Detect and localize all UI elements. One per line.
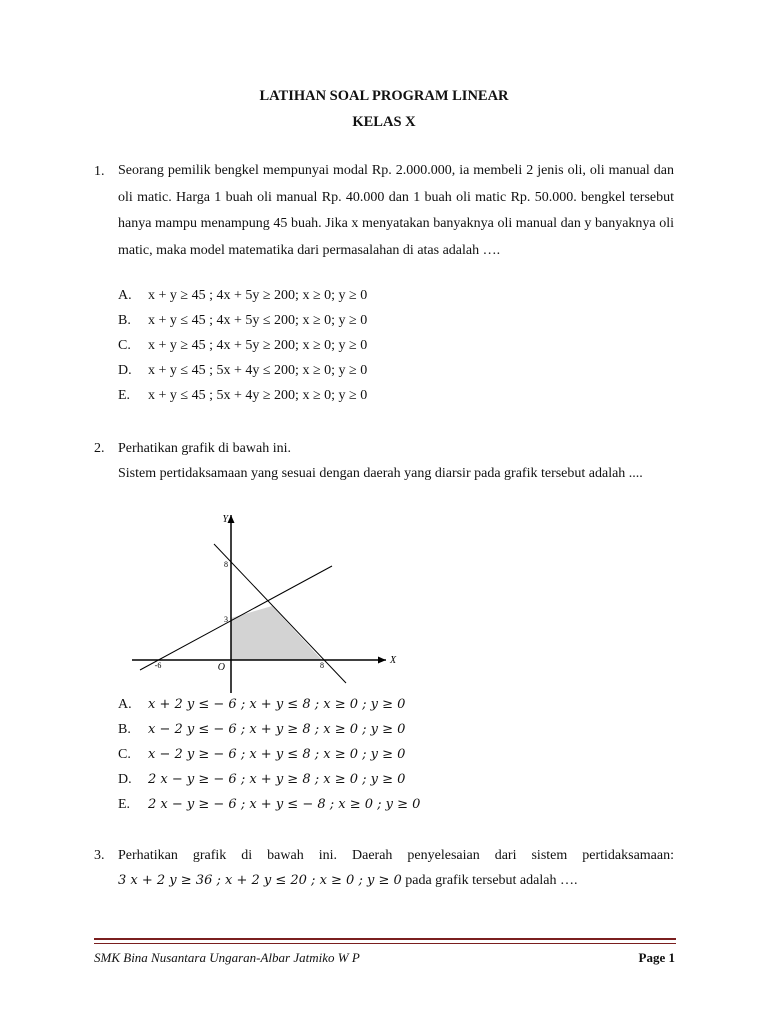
footer-rule-thin [94,943,676,944]
footer-rule-thick [94,938,676,940]
question-2-option-d [118,772,405,788]
question-3-number: 3. [94,848,105,863]
question-3-text-line-2 [118,873,577,889]
y-tick-3: 3 [224,615,228,624]
y-axis-label: Y [222,514,228,525]
y-axis-arrow [228,515,235,523]
option-label: C. [118,747,131,762]
line-through-8-and-8 [214,544,346,683]
option-label: B. [118,313,131,328]
question-2-number: 2. [94,441,105,456]
origin-label: O [217,662,225,673]
question-2-option-e [118,797,420,813]
question-2-intro: Perhatikan grafik di bawah ini. [118,441,292,456]
option-text: x + 2 y ≤ − 6 ; x + y ≤ 8 ; x ≥ 0 ; y ≥ 0 [148,697,406,712]
option-text: x + y ≤ 45 ; 5x + 4y ≥ 200; x ≥ 0; y ≥ 0 [148,388,368,403]
option-text: x + y ≤ 45 ; 5x + 4y ≤ 200; x ≥ 0; y ≥ 0 [148,363,368,378]
option-text: x + y ≥ 45 ; 4x + 5y ≥ 200; x ≥ 0; y ≥ 0 [148,338,368,353]
option-label: D. [118,772,132,787]
option-text: x − 2 y ≥ − 6 ; x + y ≤ 8 ; x ≥ 0 ; y ≥ 0 [148,747,406,762]
option-label: A. [118,288,132,303]
option-text: x + y ≤ 45 ; 4x + 5y ≤ 200; x ≥ 0; y ≥ 0 [148,313,368,328]
question-1-option-e [118,388,367,404]
page-number: Page 1 [638,950,675,965]
question-2-option-c [118,747,405,763]
question-2-option-b [118,722,405,738]
question-1-option-a [118,288,367,304]
option-text: 2 x − y ≥ − 6 ; x + y ≤ − 8 ; x ≥ 0 ; y ≥ 0 [148,797,421,812]
shaded-region [231,606,322,660]
question-2-graph [124,510,397,690]
option-text: x + y ≥ 45 ; 4x + 5y ≥ 200; x ≥ 0; y ≥ 0 [148,288,368,303]
y-tick-8: 8 [224,560,228,569]
x-tick-8: 8 [320,661,324,670]
x-axis-label: X [390,655,397,666]
question-2-option-a [118,697,405,713]
question-3-tail: pada grafik tersebut adalah …. [401,873,578,888]
option-label: A. [118,697,132,712]
option-text: 2 x − y ≥ − 6 ; x + y ≥ 8 ; x ≥ 0 ; y ≥ 0 [148,772,406,787]
page-subtitle: KELAS X [352,114,416,130]
question-2-text: Sistem pertidaksamaan yang sesuai dengan daerah yang diarsir pada grafik tersebut adalah .... [118,466,643,481]
page-title: LATIHAN SOAL PROGRAM LINEAR [259,88,509,104]
question-3-system: 3 x + 2 y ≥ 36 ; x + 2 y ≤ 20 ; x ≥ 0 ; y ≥ 0 [118,873,402,888]
question-1-text: Seorang pemilik bengkel mempunyai modal Rp. 2.000.000, ia membeli 2 jenis oli, oli manual dan oli matic. Harga 1 buah oli manual Rp. 40.000 dan 1 buah oli matic Rp. 50.000. bengkel tersebut hanya mampu menampung 45 buah. Jika x menyatakan banyaknya oli manual dan y banyaknya oli matic, maka model matematika dari permasalahan di atas adalah …. [118,163,674,258]
question-1-option-d [118,363,367,379]
footer-author: SMK Bina Nusantara Ungaran-Albar Jatmiko W P [94,950,360,965]
question-3-text-line-1: Perhatikan grafik di bawah ini. Daerah penyelesaian dari sistem pertidaksamaan: [118,848,674,863]
x-tick-neg6: -6 [154,661,162,670]
question-1-option-b [118,313,367,329]
question-1-number: 1. [94,164,105,179]
x-axis-arrow [378,657,386,664]
option-label: E. [118,388,131,403]
option-label: D. [118,363,132,378]
option-label: B. [118,722,131,737]
option-label: C. [118,338,131,353]
option-text: x − 2 y ≤ − 6 ; x + y ≥ 8 ; x ≥ 0 ; y ≥ 0 [148,722,406,737]
question-1-option-c [118,338,367,354]
option-label: E. [118,797,131,812]
